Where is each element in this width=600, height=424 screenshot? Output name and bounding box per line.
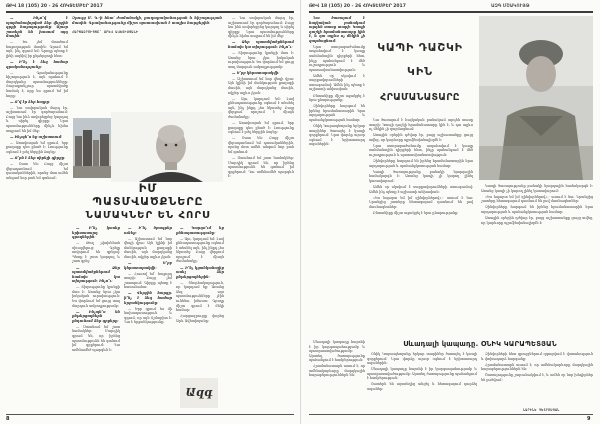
paragraph: — Ի՞նչ կասեք երիտասարդ գրողներին։ xyxy=(72,226,120,240)
paragraph: — Տխրությունը կյանքի մաս է։ Առանց նրա չկա իսկական ուրախություն։ Ես փորձում եմ ցույց տալ մարդուն ամբողջությամբ։ xyxy=(228,51,294,69)
paragraph: — Ի՞նչ է ձեզ համար գրականությունը։ xyxy=(6,60,68,69)
right-byline: ՆԱՐԻՆԵ ՊԵՏՐՈՍՅԱՆ xyxy=(523,408,560,412)
paragraph: — Գրականությունը հիշողություն է, այն պահում է մարդկանց պատմությունները։ Յուրաքանչյուր պատմվածք նամակ է, որը ես գրում եմ իմ հորը։ xyxy=(6,70,68,98)
paragraph: — Տխրությունը կյանքի մաս է։ Առանց նրա չկա իսկական ուրախություն։ Ես փորձում եմ ցույց տալ մարդուն ամբողջությամբ։ xyxy=(72,285,120,308)
paragraph: Առաջին օրերին դժվար էր, բայց աշխատանքը ցույց տվեց, որ կարևորը պրոֆեսիոնալիզմն է։ xyxy=(481,216,593,225)
right-column-1 xyxy=(369,118,473,338)
publication-logo xyxy=(180,378,218,408)
paragraph: Ընտանիքը միշտ աջակցել է նրա ընտրությանը։ xyxy=(309,93,365,103)
paragraph: — Ե՞րբ կհրատարակվի։ xyxy=(232,70,280,75)
paragraph: — Ի՞նչ ծրագրեր ունեք։ xyxy=(124,226,172,235)
paragraph: «Ես հպարտ եմ իմ զինվորներով»,- ասում է նա։ Նրանցից շատերը հետագայում դառնում են լավ մասնագետներ։ xyxy=(481,194,593,204)
left-headline-line-1: ԻՄ xyxy=(138,181,158,195)
byline: ՀԱՐՑԱԶՐՈՒՅՑԸ՝ ԱՐԵՎ ԱՎԵՏԻՍՅԱՆԻ xyxy=(72,29,139,34)
right-headline-line-2: ԿԻՆ xyxy=(406,65,434,78)
left-page-number: 8 xyxy=(6,416,10,422)
paragraph: Զինվորների հետ զրույցներում զգացվում է վստահություն և փոխադարձ հարգանք։ xyxy=(481,352,593,361)
paragraph: — Շատ են։ Բայց միշտ վերադառնում եմ դասականներին, որոնց մոտ ամեն անգամ նոր բան եմ գտնում։ xyxy=(228,136,294,154)
right-column-4 xyxy=(481,352,593,406)
paragraph: — Ձեր պատմվածքներում հաճախ կա տխրություն։ Ինչո՞ւ։ xyxy=(228,40,294,49)
author-portrait xyxy=(111,112,223,182)
paragraph: Սևադալի կապադը հայտնի է իր կարգապահությամբ և պատրաստվածությամբ։ Այստեղ ծառայությունը պահանջում է համբերություն։ xyxy=(309,340,365,363)
paragraph: — Նա սովորական մարդ էր, աշխատում էր գործարանում։ Բայց նա ինձ սովորեցրեց կարդալ և սիրել գիրքը։ Նրա պատմությունները մինչև հիմա ապրում են իմ մեջ։ xyxy=(228,16,294,39)
paragraph: Հրամանատարն ասում է, որ ամենակարևորը մարդկային հարաբերություններն են։ xyxy=(309,364,365,378)
paragraph: Ամեն օր սկսվում է սարքավորումների ստուգումով։ Ամեն ինչ պետք է աշխատի անխափան։ xyxy=(369,185,473,194)
paragraph: — Ես չեմ մտածում հաջողության մասին։ Գրում եմ այն, ինչ զգում եմ։ Գրողը պետք է լինի ազնիվ իր ընթերցողի հետ։ xyxy=(6,40,68,58)
left-column-1 xyxy=(6,16,68,412)
paragraph: — Աշխատում եմ նոր վեպի վրա։ Այն կլինի իմ մանկության քաղաքի մասին, այն մարդկանց մասին, ովքեր այլևս չկան։ xyxy=(228,76,294,95)
left-page-header: ԹԻՎ 18 (105) 20 - 26 ՀՈԿՏԵՄԲԵՐ 2017 xyxy=(6,4,103,9)
paragraph: — Ինչպե՞ս եք աշխատում։ xyxy=(10,134,63,139)
paragraph: Շատերն են այստեղից անցել և հետագայում դարձել սպաներ։ xyxy=(367,382,477,392)
paragraph: Սևադալի կապադը հայտնի է իր կարգապահությամբ և պատրաստվածությամբ։ Այստեղ ծառայությունը պահանջում է համբերություն։ xyxy=(367,367,477,381)
paragraph: — Աշխատում եմ նոր վեպի վրա։ Այն կլինի իմ մանկության քաղաքի մասին, այն մարդկանց մասին, ովքեր այլևս չկան։ xyxy=(124,236,172,259)
paragraph: — Վերջին հարցը. ի՞նչ է ձեզ համար երջանկությունը։ xyxy=(124,291,172,305)
paragraph: Կապի ծառայությունը բանակի նյարդային համակարգն է։ Առանց կապի չի կարող լինել կառավարում։ xyxy=(481,184,593,193)
paragraph: Կապի ծառայությունը բանակի նյարդային համակարգն է։ Առանց կապի չի կարող լինել կառավարում։ xyxy=(369,169,473,183)
paragraph: Նա ծառայում է հայկական բանակում արդեն տասը տարի։ Կապի դաշկի հրամանատարը կին է, և դա այլևս ոչ մեկին չի զարմացնում։ xyxy=(369,118,473,132)
paragraph: — Ինչո՞վ է պայմանավորված ձեր վերջին գրքի հաջողությունը։ Այսօր շատերն են խոսում այդ մասին։ xyxy=(6,16,68,39)
paragraph: Զինվորները հարգում են իրենց հրամանատարին նրա արդարության և պահանջկոտության համար։ xyxy=(481,205,593,214)
right-footer-rule xyxy=(309,414,593,415)
left-header-rule xyxy=(6,11,294,13)
paragraph: Օնիկ Կարապետյանը երկար տարիներ ծառայել է կապի զորքերում։ Նրա փորձը այսօր օգնում է երիտասարդ սպաներին։ xyxy=(309,124,365,147)
right-column-5 xyxy=(309,340,365,412)
paragraph: — Այո, կարդում եմ։ Լավ քննադատությունը օգնում է տեսնել այն, ինչ ինքդ չես նկատել։ Բայց վերջում որոշում է միայն ժամանակը։ xyxy=(228,96,294,119)
right-column-2 xyxy=(481,184,593,338)
left-column-4 xyxy=(176,226,224,376)
right-column-3 xyxy=(367,352,477,412)
right-column-0 xyxy=(309,16,365,336)
paragraph: — Կարդո՞ւմ եք քննադատությունը։ xyxy=(176,226,224,235)
left-column-2 xyxy=(72,226,120,412)
intro-block xyxy=(72,16,222,116)
paragraph: Հարցազրույցը վարեց Արև Ավետիսյանը։ xyxy=(176,314,224,323)
right-page xyxy=(300,0,600,424)
right-header-rule xyxy=(309,11,593,13)
left-column-3 xyxy=(124,226,172,412)
left-column-5 xyxy=(228,16,294,412)
paragraph: Նրա ստորաբաժանումը ապահովում է կապը սահմանային դիրքերի հետ, ինչը պահանջում է մեծ ուշադրություն և պատասխանատվություն։ xyxy=(369,143,473,158)
right-headline-line-1: ԿԱՊԻ ԴԱՇԿԻ xyxy=(377,41,463,54)
paragraph: — Ի՞նչ կցանկանայիք ասել ձեր ընթերցողներին։ xyxy=(176,265,224,279)
logo-text: Ազգ xyxy=(185,386,213,399)
left-headline-line-3: ՆԱՄԱԿՆԵՐ ԵՆ ՀՈՐՍ xyxy=(85,210,211,221)
paragraph: — Նա սովորական մարդ էր, աշխատում էր գործարանում։ Բայց նա ինձ սովորեցրեց կարդալ և սիրել գիրքը։ Նրա պատմությունները մինչև հիմա ապրում են իմ մեջ։ xyxy=(6,105,68,133)
paragraph: — Առավոտյան եմ գրում, երբ քաղաքը դեռ քնած է։ Լռությունը օգնում է լսել ներքին ձայնը։ xyxy=(228,121,294,135)
paragraph: — Ստանում եմ շատ նամակներ։ Մարդիկ գրում են, որ իրենց պատմությունն են գտնում իմ գրքերում։ Դա ամենամեծ պարգևն է։ xyxy=(228,156,294,179)
paragraph: — Ո՞րն է ձեր սիրելի գիրքը։ xyxy=(10,156,66,161)
right-sub-headline: Սևադալի կապադը. ՕՆԻԿ ԿԱՐԱՊԵՏՅԱՆ xyxy=(403,340,557,348)
paragraph: — Շնորհակալություն, որ կարդում եք։ Առանց ձեզ այս պատմությունները չէին ունենա իմաստ։ Գրողը միշտ գրում է մեկի համար։ xyxy=(176,280,224,313)
paragraph: Զինվորները հարգում են իրենց հրամանատարին նրա արդարության և պահանջկոտության համար։ xyxy=(369,159,473,168)
paragraph: Օնիկ Կարապետյանը երկար տարիներ ծառայել է կապի զորքերում։ Նրա փորձը այսօր օգնում է երիտասարդ սպաներին։ xyxy=(367,352,477,366)
intro-quote: Զրույց Մ. Կ.-ի հետ՝ ժամանակի, քաղաքականության և հիշողության մասին։ Գրականությունը միշտ պատասխան է տալիս հարցերին։ xyxy=(72,16,222,25)
paragraph: — Շատ են։ Բայց միշտ վերադառնում եմ դասականներին, որոնց մոտ ամեն անգամ նոր բան եմ գտնում։ xyxy=(6,162,68,180)
paragraph: — Ո՞վ էր ձեր հայրը։ xyxy=(10,99,51,104)
paragraph: Զինվորները հարգում են իրենց հրամանատարին նրա արդարության և պահանջկոտության համար։ xyxy=(309,104,365,122)
paragraph: — Ձեր պատմվածքներում հաճախ կա տխրություն։ Ինչո՞ւ։ xyxy=(72,265,120,284)
right-page-header: ԹԻՎ 18 (105) 20 - 26 ՀՈԿՏԵՄԲԵՐ 2017 xyxy=(309,4,406,9)
left-headline-line-2: ՊԱՏՄՎԱԾՔՆԵՐԸ xyxy=(92,195,204,208)
paragraph: «Ես հպարտ եմ իմ զինվորներով»,- ասում է նա։ Նրանցից շատերը հետագայում դառնում են լավ մասնագետներ։ xyxy=(369,195,473,209)
paragraph: — Ե՞րբ կհրատարակվի։ xyxy=(124,261,172,270)
paragraph: — Այո, կարդում եմ։ Լավ քննադատությունը օգնում է տեսնել այն, ինչ ինքդ չես նկատել։ Բայց վերջում որոշում է միայն ժամանակը։ xyxy=(176,236,224,264)
paragraph: Ընտանիքը միշտ աջակցել է նրա ընտրությանը։ xyxy=(373,211,459,215)
right-page-number: 9 xyxy=(587,416,591,422)
paragraph: Հրամանատարն ասում է, որ ամենակարևորը մարդկային հարաբերություններն են։ xyxy=(481,362,593,372)
paragraph: Նա ծառայում է հայկական բանակում արդեն տասը տարի։ Կապի դաշկի հրամանատարը կին է, և դա այլևս ոչ մեկին չի զարմացնում։ xyxy=(309,16,365,43)
paragraph: Նրա ստորաբաժանումը ապահովում է կապը սահմանային դիրքերի հետ, ինչը պահանջում է մեծ ուշադրություն և պատասխանատվություն։ xyxy=(309,44,365,72)
paragraph: — Առավոտյան եմ գրում, երբ քաղաքը դեռ քնած է։ Լռությունը օգնում է լսել ներքին ձայնը։ xyxy=(6,140,68,154)
paragraph: — Երբ գրում ես մի նախադասություն և զգում, որ այն ճշմարիտ է։ Դա է երջանկությունը։ xyxy=(124,306,172,325)
paragraph: — Ստանում եմ շատ նամակներ։ Մարդիկ գրում են, որ իրենց պատմությունն են գտնում իմ գրքերում։ Դա ամենամեծ պարգևն է։ xyxy=(72,324,120,352)
paragraph: — Թող չվախենան սխալվելուց։ Գրելը սովորում են գրելով։ Պետք է շատ կարդալ և շատ գրել։ xyxy=(72,241,120,264)
left-footer-rule xyxy=(6,414,294,415)
right-page-section: ԱԶԳ ՄՇԱԿՈՒՅԹ xyxy=(491,4,530,9)
paragraph: Ամեն օր սկսվում է սարքավորումների ստուգումով։ Ամեն ինչ պետք է աշխատի անխափան։ xyxy=(309,73,365,92)
commander-photo xyxy=(479,16,593,180)
paragraph: Առաջին օրերին դժվար էր, բայց աշխատանքը ցույց տվեց, որ կարևորը պրոֆեսիոնալիզմն է։ xyxy=(369,133,473,142)
paragraph: Ծառայությունը շարունակվում է, և ամեն օր նոր խնդիրներ են լուծվում։ xyxy=(481,373,593,382)
paragraph: — Հուսով եմ՝ հաջորդ տարի։ Բայց չեմ շտապում։ Գիրքը պետք է հասունանա։ xyxy=(124,271,172,290)
right-headline-line-3: ՀՐԱՄԱՆԱՏԱՐԸ xyxy=(380,92,460,103)
paragraph: — Ինչպե՞ս են ընթերցողներն ընդունում ձեր գրքերը։ xyxy=(72,309,120,323)
city-photo xyxy=(73,118,111,178)
